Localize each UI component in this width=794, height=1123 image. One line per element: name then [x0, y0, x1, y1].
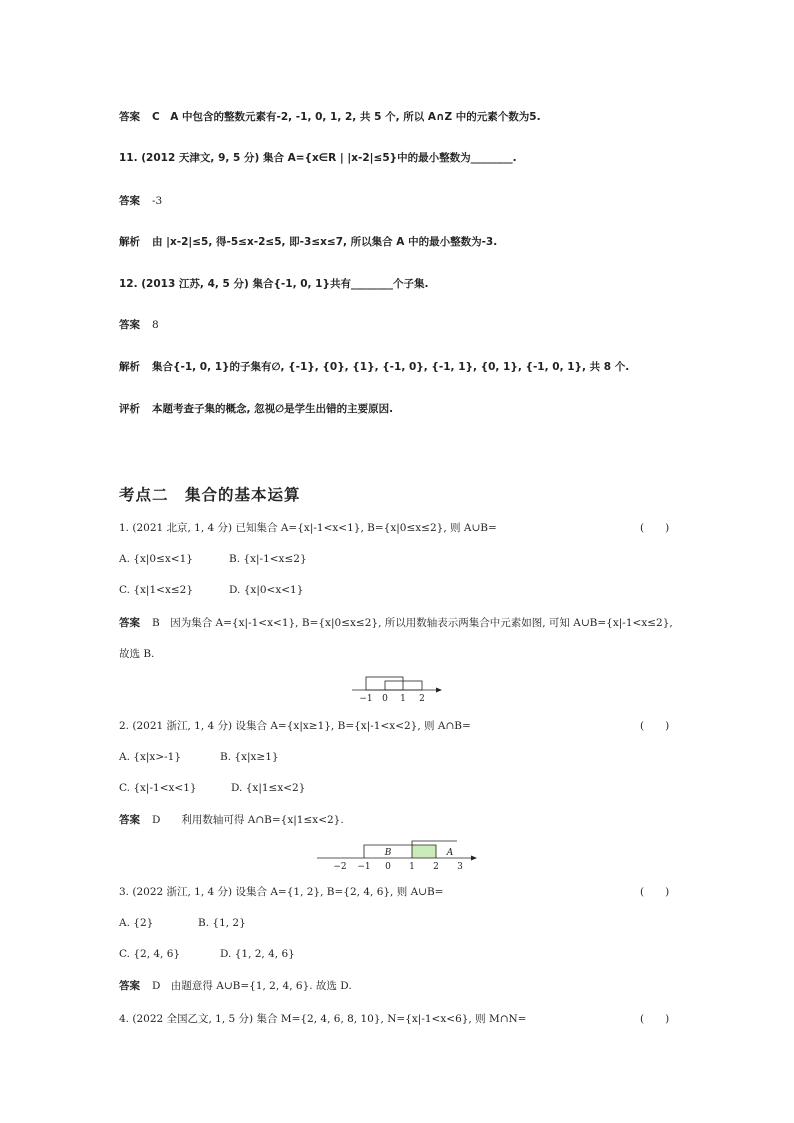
tick-label: 3 [457, 862, 463, 872]
question-2-stem: 2. (2021 浙江, 1, 4 分) 设集合 A={x|x≥1}, B={x|-1<x<2}, 则 A∩B= [119, 720, 471, 732]
question-text: 12. (2013 江苏, 4, 5 分) 集合{-1, 0, 1}共有________个子集. [119, 278, 429, 290]
analysis-text: 由 |x-2|≤5, 得-5≤x-2≤5, 即-3≤x≤7, 所以集合 A 中的最小整数为-3. [152, 236, 498, 248]
answer-blank-paren: ( ) [640, 522, 670, 534]
answer-text: B 因为集合 A={x|-1<x<1}, B={x|0≤x≤2}, 所以用数轴表示两集合中元素如图, 可知 A∪B={x|-1<x≤2}, [152, 617, 673, 629]
tick-label: −2 [333, 862, 347, 872]
answer-label: 答案 [119, 814, 140, 826]
axis-arrow [436, 688, 442, 693]
set-label-b: B [384, 848, 392, 858]
option-a: A. {x|x>-1} [119, 751, 182, 763]
tick-label: 1 [409, 862, 415, 872]
question-11 [119, 151, 517, 165]
number-line-figure-2 [315, 838, 485, 874]
section-title: 考点二 集合的基本运算 [119, 486, 301, 504]
option-b: B. {x|x≥1} [220, 751, 279, 763]
answer-text: 8 [152, 319, 159, 331]
answer-label: 答案 [119, 111, 140, 123]
option-c: C. {x|1<x≤2} [119, 584, 194, 596]
tick-label: 0 [385, 862, 391, 872]
analysis-label: 解析 [119, 236, 140, 248]
option-a: A. {2} [119, 917, 154, 929]
tick-label: 2 [419, 694, 425, 704]
analysis-label: 解析 [119, 361, 140, 373]
answer-label: 答案 [119, 319, 140, 331]
analysis-text: 集合{-1, 0, 1}的子集有∅, {-1}, {0}, {1}, {-1, 0}, {-1, 1}, {0, 1}, {-1, 0, 1}, 共 8 个. [152, 361, 630, 373]
answer-line-11 [119, 194, 162, 208]
q2-answer [119, 813, 344, 827]
set-a-interval [366, 677, 403, 690]
answer-label: 答案 [119, 980, 140, 992]
set-label-a: A [446, 848, 454, 858]
question-1-stem: 1. (2021 北京, 1, 4 分) 已知集合 A={x|-1<x<1}, B={x|0≤x≤2}, 则 A∪B= [119, 522, 497, 534]
question-12 [119, 277, 428, 291]
answer-text: C A 中包含的整数元素有-2, -1, 0, 1, 2, 共 5 个, 所以 A∩Z 中的元素个数为5. [152, 111, 541, 123]
answer-blank-paren: ( ) [640, 1013, 670, 1025]
comment-label: 评析 [119, 403, 140, 415]
set-b-interval [385, 681, 422, 690]
answer-line-12 [119, 318, 159, 332]
option-d: D. {x|1≤x<2} [231, 782, 306, 794]
question-text: 11. (2012 天津文, 9, 5 分) 集合 A={x∈R | |x-2|≤5}中的最小整数为________. [119, 152, 517, 164]
q1-answer [119, 616, 673, 630]
option-b: B. {1, 2} [198, 917, 246, 929]
answer-blank-paren: ( ) [640, 720, 670, 732]
comment-line-12 [119, 402, 393, 416]
number-line-figure-1 [350, 670, 450, 710]
answer-label: 答案 [119, 195, 140, 207]
intersection-highlight [412, 845, 436, 858]
tick-label: −1 [359, 694, 373, 704]
analysis-line-12 [119, 360, 629, 374]
q1-answer-continued: 故选 B. [119, 648, 155, 660]
option-c: C. {2, 4, 6} [119, 948, 181, 960]
tick-label: 2 [433, 862, 439, 872]
comment-text: 本题考查子集的概念, 忽视∅是学生出错的主要原因. [152, 403, 394, 415]
answer-blank-paren: ( ) [640, 886, 670, 898]
answer-text: D 利用数轴可得 A∩B={x|1≤x<2}. [152, 814, 344, 826]
answer-text: -3 [152, 195, 163, 207]
answer-line-10 [119, 110, 541, 124]
option-a: A. {x|0≤x<1} [119, 553, 193, 565]
axis-arrow [471, 856, 477, 861]
answer-label: 答案 [119, 617, 140, 629]
tick-label: 1 [400, 694, 406, 704]
tick-label: −1 [357, 862, 371, 872]
analysis-line-11 [119, 235, 497, 249]
option-d: D. {1, 2, 4, 6} [220, 948, 295, 960]
answer-text: D 由题意得 A∪B={1, 2, 4, 6}. 故选 D. [152, 980, 352, 992]
option-c: C. {x|-1<x<1} [119, 782, 197, 794]
option-d: D. {x|0<x<1} [229, 584, 304, 596]
question-3-stem: 3. (2022 浙江, 1, 4 分) 设集合 A={1, 2}, B={2, 4, 6}, 则 A∪B= [119, 886, 444, 898]
q3-answer [119, 979, 352, 993]
question-4-stem: 4. (2022 全国乙文, 1, 5 分) 集合 M={2, 4, 6, 8, 10}, N={x|-1<x<6}, 则 M∩N= [119, 1013, 527, 1025]
tick-label: 0 [382, 694, 388, 704]
option-b: B. {x|-1<x≤2} [229, 553, 307, 565]
